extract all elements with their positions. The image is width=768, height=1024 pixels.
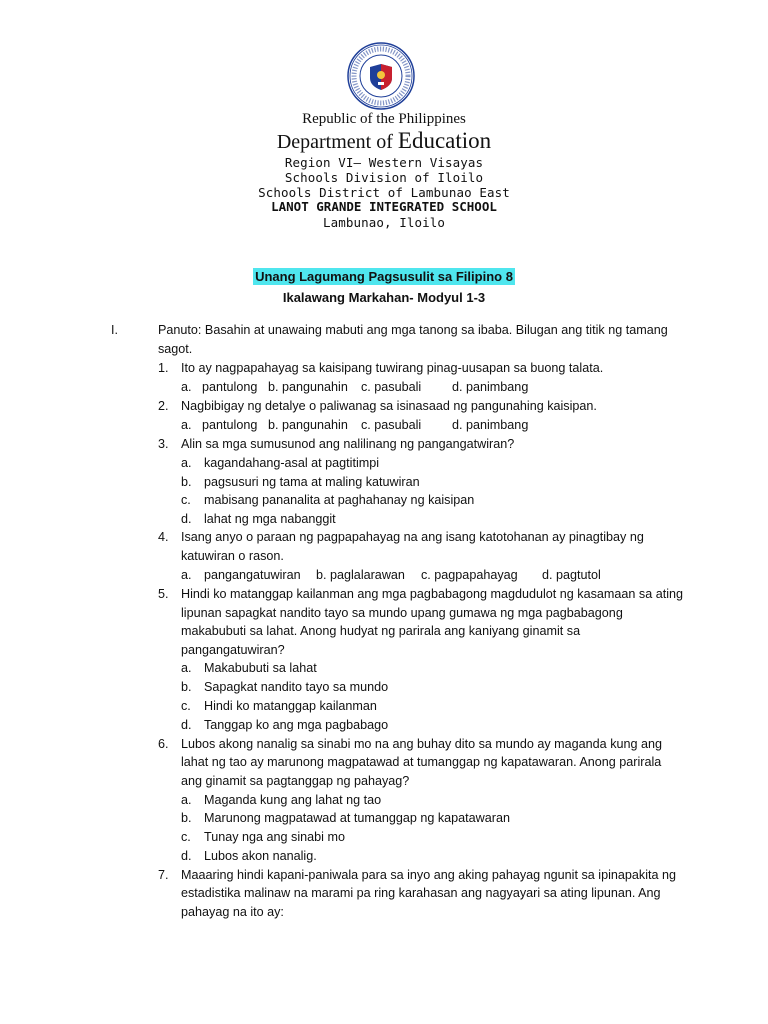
choice-text: Tanggap ko ang mga pagbabago xyxy=(204,718,389,732)
choice-letter: d. xyxy=(181,512,192,526)
school-name: LANOT GRANDE INTEGRATED SCHOOL xyxy=(271,199,497,214)
choice-letter: b. xyxy=(181,475,192,489)
test-subtitle: Ikalawang Markahan- Modyul 1-3 xyxy=(282,290,486,305)
question-text: estadistika malinaw na marami pa ring karahasan ang nagyayari sa ating lipunan. Ang xyxy=(181,886,661,900)
choice-text: Hindi ko matanggap kailanman xyxy=(204,699,377,713)
question-text: lahat ng tao ay marunong magpatawad at tumanggap ng kapatawaran. Anong parirala xyxy=(181,755,662,769)
choice-text: Tunay nga ang sinabi mo xyxy=(204,830,345,844)
choice-letter: a. xyxy=(181,380,192,394)
choice-text: Maganda kung ang lahat ng tao xyxy=(204,793,382,807)
choice-text: b. pangunahin xyxy=(268,418,348,432)
department-word: Education xyxy=(397,128,492,153)
choice-text: pantulong xyxy=(202,418,258,432)
department-heading xyxy=(0,128,768,154)
division-line: Schools Division of Iloilo xyxy=(284,170,484,185)
question-text: pangangatuwiran? xyxy=(181,643,285,657)
choice-text: mabisang pananalita at paghahanay ng kaisipan xyxy=(204,493,475,507)
question-number: 2. xyxy=(158,399,169,413)
choice-text: c. pasubali xyxy=(361,418,422,432)
choice-letter: a. xyxy=(181,418,192,432)
region-line: Region VI– Western Visayas xyxy=(284,155,484,170)
choice-letter: a. xyxy=(181,661,192,675)
question-text: Isang anyo o paraan ng pagpapahayag na ang isang katotohanan ay pinagtibay ng xyxy=(181,530,644,544)
choice-letter: a. xyxy=(181,793,192,807)
choice-text: c. pagpapahayag xyxy=(421,568,518,582)
instruction-line: sagot. xyxy=(158,342,193,356)
question-number: 6. xyxy=(158,737,169,751)
choice-letter: b. xyxy=(181,811,192,825)
test-title: Unang Lagumang Pagsusulit sa Filipino 8 xyxy=(255,269,513,284)
question-text: Lubos akong nanalig sa sinabi mo na ang buhay dito sa mundo ay maganda kung ang xyxy=(181,737,663,751)
question-text: Alin sa mga sumusunod ang nalilinang ng pangangatwiran? xyxy=(181,437,515,451)
choice-text: b. paglalarawan xyxy=(316,568,405,582)
question-text: pahayag na ito ay: xyxy=(181,905,284,919)
question-number: 3. xyxy=(158,437,169,451)
choice-text: d. panimbang xyxy=(452,380,529,394)
question-text: ang ginamit sa pagtanggap ng pahayag? xyxy=(181,774,410,788)
town-line: Lambunao, Iloilo xyxy=(322,215,445,230)
question-text: Nagbibigay ng detalye o paliwanag sa isinasaad ng pangunahing kaisipan. xyxy=(181,399,597,413)
choice-letter: d. xyxy=(181,849,192,863)
choice-letter: b. xyxy=(181,680,192,694)
instruction-line: Panuto: Basahin at unawaing mabuti ang mga tanong sa ibaba. Bilugan ang titik ng tamang xyxy=(158,323,668,337)
choice-letter: a. xyxy=(181,568,192,582)
choice-text: Lubos akon nanalig. xyxy=(204,849,317,863)
choice-letter: c. xyxy=(181,699,191,713)
choice-letter: a. xyxy=(181,456,192,470)
question-number: 7. xyxy=(158,868,169,882)
question-number: 5. xyxy=(158,587,169,601)
question-text: Hindi ko matanggap kailanman ang mga pagbabagong magdudulot ng kasamaan sa ating xyxy=(181,587,684,601)
section-numeral: I. xyxy=(111,323,118,337)
question-number: 1. xyxy=(158,361,169,375)
choice-text: Makabubuti sa lahat xyxy=(204,661,317,675)
choice-text: d. pagtutol xyxy=(542,568,601,582)
question-text: makabubuti sa lahat. Anong hudyat ng parirala ang kaniyang ginamit sa xyxy=(181,624,581,638)
choice-text: pagsusuri ng tama at maling katuwiran xyxy=(204,475,420,489)
choice-letter: d. xyxy=(181,718,192,732)
choice-text: Sapagkat nandito tayo sa mundo xyxy=(204,680,389,694)
test-title-row xyxy=(0,268,768,286)
question-number: 4. xyxy=(158,530,169,544)
question-text: katuwiran o rason. xyxy=(181,549,284,563)
choice-text: Marunong magpatawad at tumanggap ng kapatawaran xyxy=(204,811,510,825)
district-line: Schools District of Lambunao East xyxy=(258,185,510,200)
republic-heading: Republic of the Philippines xyxy=(302,111,466,127)
choice-text: c. pasubali xyxy=(361,380,422,394)
question-text: lipunan sapagkat nandito tayo sa mundo upang gumawa ng mga pagbabagong xyxy=(181,606,623,620)
choice-text: d. panimbang xyxy=(452,418,529,432)
department-prefix: Department of xyxy=(276,131,398,153)
deped-seal-logo xyxy=(347,42,415,110)
choice-text: pantulong xyxy=(202,380,258,394)
choice-text: pangangatuwiran xyxy=(204,568,301,582)
choice-letter: c. xyxy=(181,830,191,844)
question-text: Ito ay nagpapahayag sa kaisipang tuwirang pinag-uusapan sa buong talata. xyxy=(181,361,604,375)
choice-text: b. pangunahin xyxy=(268,380,348,394)
choice-text: kagandahang-asal at pagtitimpi xyxy=(204,456,380,470)
choice-letter: c. xyxy=(181,493,191,507)
choice-text: lahat ng mga nabanggit xyxy=(204,512,336,526)
question-text: Maaaring hindi kapani-paniwala para sa inyo ang aking pahayag ngunit sa ipinapakita ng xyxy=(181,868,676,882)
